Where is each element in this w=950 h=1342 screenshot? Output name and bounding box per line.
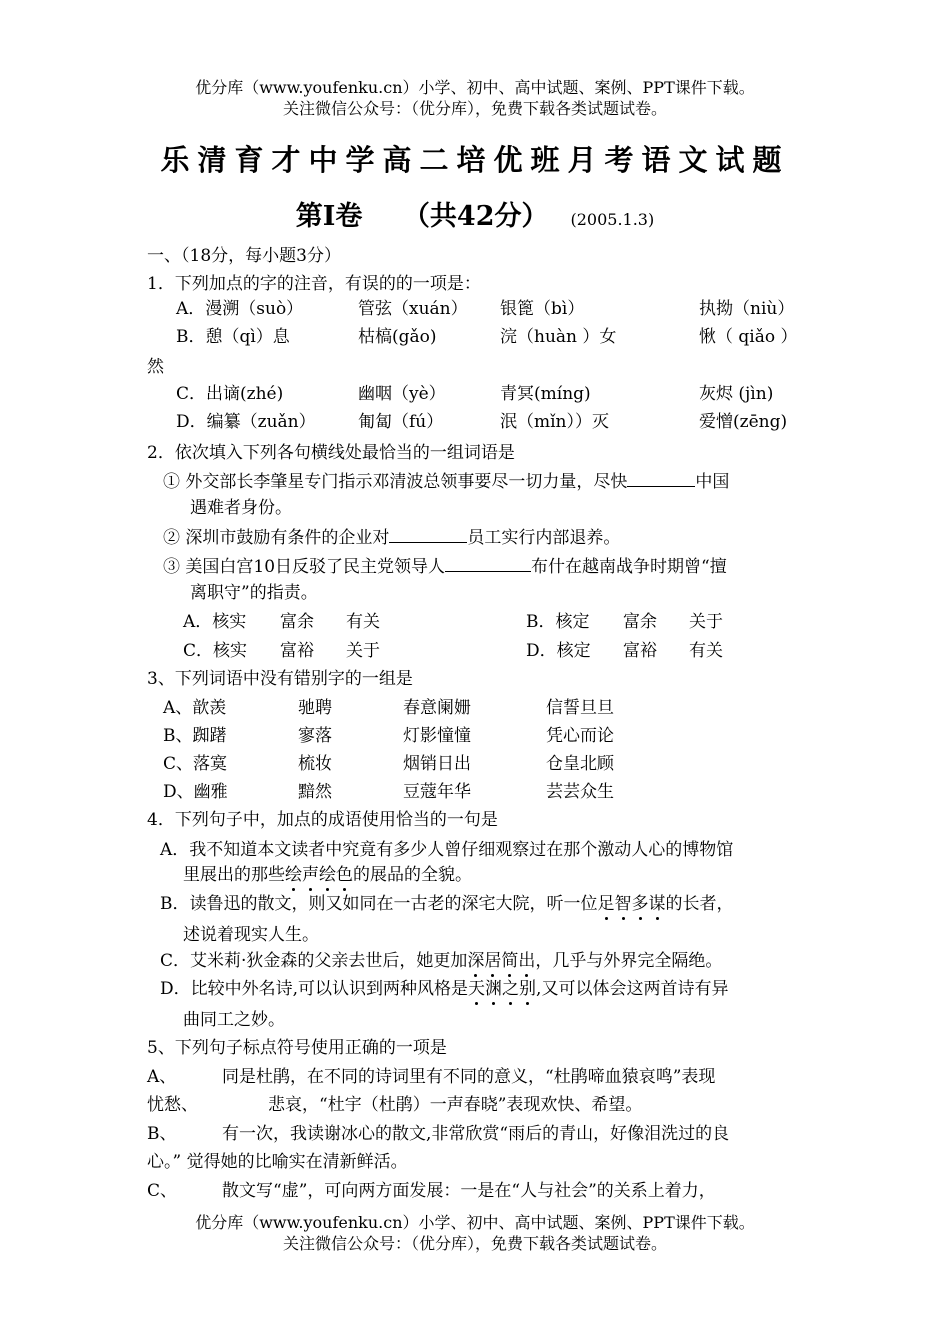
q5-c-line-1: 散文写“虚”，可向两方面发展：一是在“人与社会”的关系上着力， [222, 1181, 716, 1201]
q2-d-3: 有关 [689, 641, 723, 661]
subtitle [0, 194, 950, 233]
q3-b-2: 寥落 [298, 726, 332, 746]
q4-a-post: 的展品的全貌。 [353, 865, 472, 885]
q4-b-pre: B．读鲁迅的散文，则又如同在一古老的深宅大院，听一位 [160, 894, 598, 914]
q1-b-wrap: 然 [147, 357, 164, 377]
emphasis-char: 谋 [648, 894, 666, 914]
page-title: 乐清育才中学高二培优班月考语文试题 [160, 143, 790, 177]
q2-a-3: 有关 [346, 612, 380, 632]
q4-b-line-2: 述说着现实人生。 [183, 925, 319, 945]
q2-s1-wrap: 遇难者身份。 [190, 498, 292, 518]
q1-a-2: 管弦（xuán） [358, 299, 468, 319]
q1-b-2: 枯槁(gǎo) [358, 327, 437, 347]
q3-c-1: C、落寞 [163, 754, 228, 774]
q1-a-3: 银篦（bì） [500, 299, 585, 319]
q3-c-4: 仓皇北顾 [546, 754, 614, 774]
q2-c-3: 关于 [346, 641, 380, 661]
q4-a-line-2 [183, 864, 472, 886]
q3-b-4: 凭心而论 [546, 726, 614, 746]
q5-a-post: 悲哀，“杜宇（杜鹃）一声春晓”表现欢快、希望。 [268, 1095, 643, 1115]
q1-d-3: 泯（mǐn））灭 [500, 412, 610, 432]
q2-a-2: 富余 [280, 612, 314, 632]
q1-stem: 1．下列加点的字的注音，有误的的一项是： [147, 274, 481, 294]
q5-a-label: A、 [147, 1067, 177, 1087]
q2-s2-text-b: 员工实行内部退养。 [467, 528, 621, 548]
q2-sentence-1 [163, 470, 729, 493]
q5-b-label: B、 [147, 1124, 177, 1144]
q4-d-idiom [468, 979, 536, 999]
q1-c-2: 幽咽（yè） [358, 384, 446, 404]
q2-s3-wrap: 离职守”的指责。 [190, 583, 318, 603]
subtitle-text: 第Ⅰ卷 （共42分） [295, 201, 549, 232]
q3-a-3: 春意阑姗 [403, 698, 471, 718]
q2-s1-text-b: 中国 [695, 472, 730, 492]
q2-b-1: B．核定 [526, 612, 590, 632]
q5-b-line-1: 有一次，我读谢冰心的散文,非常欣赏“雨后的青山，好像泪洗过的良 [222, 1124, 730, 1144]
q4-c-post: ，几乎与外界完全隔绝。 [535, 951, 723, 971]
q2-sentence-2 [163, 526, 620, 549]
q2-d-2: 富裕 [623, 641, 657, 661]
q2-s2-text: ② 深圳市鼓励有条件的企业对 [163, 528, 390, 548]
q4-b-idiom [598, 894, 666, 914]
q1-b-3: 浣（huàn ）女 [500, 327, 617, 347]
q2-d-1: D．核定 [526, 641, 591, 661]
footer-line-2: 关注微信公众号：（优分库），免费下载各类试题试卷。 [282, 1234, 667, 1253]
q3-d-4: 芸芸众生 [546, 782, 614, 802]
exam-date: (2005.1.3) [570, 210, 655, 229]
q3-d-3: 豆蔻年华 [403, 782, 471, 802]
q2-s1-text: ① 外交部长李肇星专门指示邓清波总领事要尽一切力量，尽快 [163, 472, 628, 492]
q2-sentence-3 [163, 555, 727, 578]
q1-b-1: B．憩（qì）息 [176, 327, 290, 347]
emphasis-char: 出 [518, 951, 536, 971]
emphasis-char: 深 [467, 951, 485, 971]
emphasis-char: 绘 [285, 865, 302, 885]
q1-d-4: 爱憎(zēng) [699, 412, 788, 432]
q3-c-2: 梳妆 [298, 754, 332, 774]
footer-line-1: 优分库（www.youfenku.cn）小学、初中、高中试题、案例、PPT课件下载。 [195, 1213, 755, 1232]
emphasis-char: 别 [519, 979, 537, 999]
q2-a-1: A．核实 [183, 612, 247, 632]
section-heading: 一、（18分，每小题3分） [147, 246, 341, 266]
q4-d-post: ,又可以体会这两首诗有异 [536, 979, 729, 999]
q4-b-line-1 [160, 893, 734, 915]
emphasis-char: 简 [501, 951, 519, 971]
q4-d-line-2: 曲同工之妙。 [183, 1010, 285, 1030]
q3-b-1: B、踟躇 [163, 726, 227, 746]
header-line-2: 关注微信公众号：（优分库），免费下载各类试题试卷。 [282, 99, 667, 118]
q2-b-2: 富余 [623, 612, 657, 632]
emphasis-char: 多 [631, 894, 649, 914]
q4-stem: 4．下列句子中，加点的成语使用恰当的一句是 [147, 810, 498, 830]
q5-a-pre: 忧愁、 [147, 1095, 198, 1115]
q5-b-line-2: 心。” 觉得她的比喻实在清新鲜活。 [147, 1152, 408, 1172]
q1-c-4: 灰烬 (jìn) [699, 384, 774, 404]
q3-b-3: 灯影憧憧 [403, 726, 471, 746]
q4-a-line-1: A．我不知道本文读者中究竟有多少人曾仔细观察过在那个激动人心的博物馆 [160, 840, 734, 860]
emphasis-char: 居 [484, 951, 502, 971]
q2-s3-text-b: 布什在越南战争时期曾“擅 [531, 557, 727, 577]
q1-d-1: D．编纂（zuǎn） [176, 412, 316, 432]
q3-stem: 3、下列词语中没有错别字的一组是 [147, 669, 413, 689]
q3-a-4: 信誓旦旦 [546, 698, 614, 718]
q5-stem: 5、下列句子标点符号使用正确的一项是 [147, 1038, 447, 1058]
q4-a-pre: 里展出的那些 [183, 865, 285, 885]
q2-b-3: 关于 [689, 612, 723, 632]
q1-d-2: 匍匐（fú） [358, 412, 444, 432]
emphasis-char: 足 [597, 894, 615, 914]
emphasis-char: 色 [336, 865, 353, 885]
q2-c-2: 富裕 [280, 641, 314, 661]
q2-s3-text: ③ 美国白宫10日反驳了民主党领导人 [163, 557, 446, 577]
q2-blank-2 [389, 526, 467, 543]
q4-d-pre: D．比较中外名诗,可以认识到两种风格是 [160, 979, 469, 999]
emphasis-char: 之 [502, 979, 520, 999]
q4-d-line-1 [160, 978, 728, 1000]
emphasis-char: 智 [614, 894, 632, 914]
q1-c-3: 青冥(míng) [500, 384, 591, 404]
q3-a-2: 驰聘 [298, 698, 332, 718]
header-line-1: 优分库（www.youfenku.cn）小学、初中、高中试题、案例、PPT课件下载。 [195, 78, 755, 97]
q4-c-line-1 [160, 950, 722, 972]
q3-d-1: D、幽雅 [163, 782, 228, 802]
q1-a-4: 执拗（niù） [699, 299, 795, 319]
q4-c-idiom [467, 951, 535, 971]
q3-c-3: 烟销日出 [403, 754, 471, 774]
q4-a-idiom [285, 865, 353, 885]
q2-blank-1 [627, 470, 695, 487]
q1-c-1: C．出谪(zhé) [176, 384, 284, 404]
q1-b-4: 愀（ qiǎo ） [699, 327, 798, 347]
q4-c-pre: C．艾米莉·狄金森的父亲去世后，她更加 [160, 951, 468, 971]
q2-blank-3 [445, 555, 531, 572]
q1-a-1: A．漫溯（suò） [176, 299, 304, 319]
q5-a-line-1: 同是杜鹃，在不同的诗词里有不同的意义，“杜鹃啼血猿哀鸣”表现 [222, 1067, 716, 1087]
emphasis-char: 绘 [319, 865, 336, 885]
q3-d-2: 黯然 [298, 782, 332, 802]
emphasis-char: 声 [302, 865, 319, 885]
q4-b-post: 的长者， [665, 894, 734, 914]
emphasis-char: 渊 [485, 979, 503, 999]
q3-a-1: A、歆羡 [163, 698, 227, 718]
q2-c-1: C．核实 [183, 641, 248, 661]
q2-stem: 2．依次填入下列各句横线处最恰当的一组词语是 [147, 443, 515, 463]
emphasis-char: 天 [468, 979, 486, 999]
q5-c-label: C、 [147, 1181, 178, 1201]
